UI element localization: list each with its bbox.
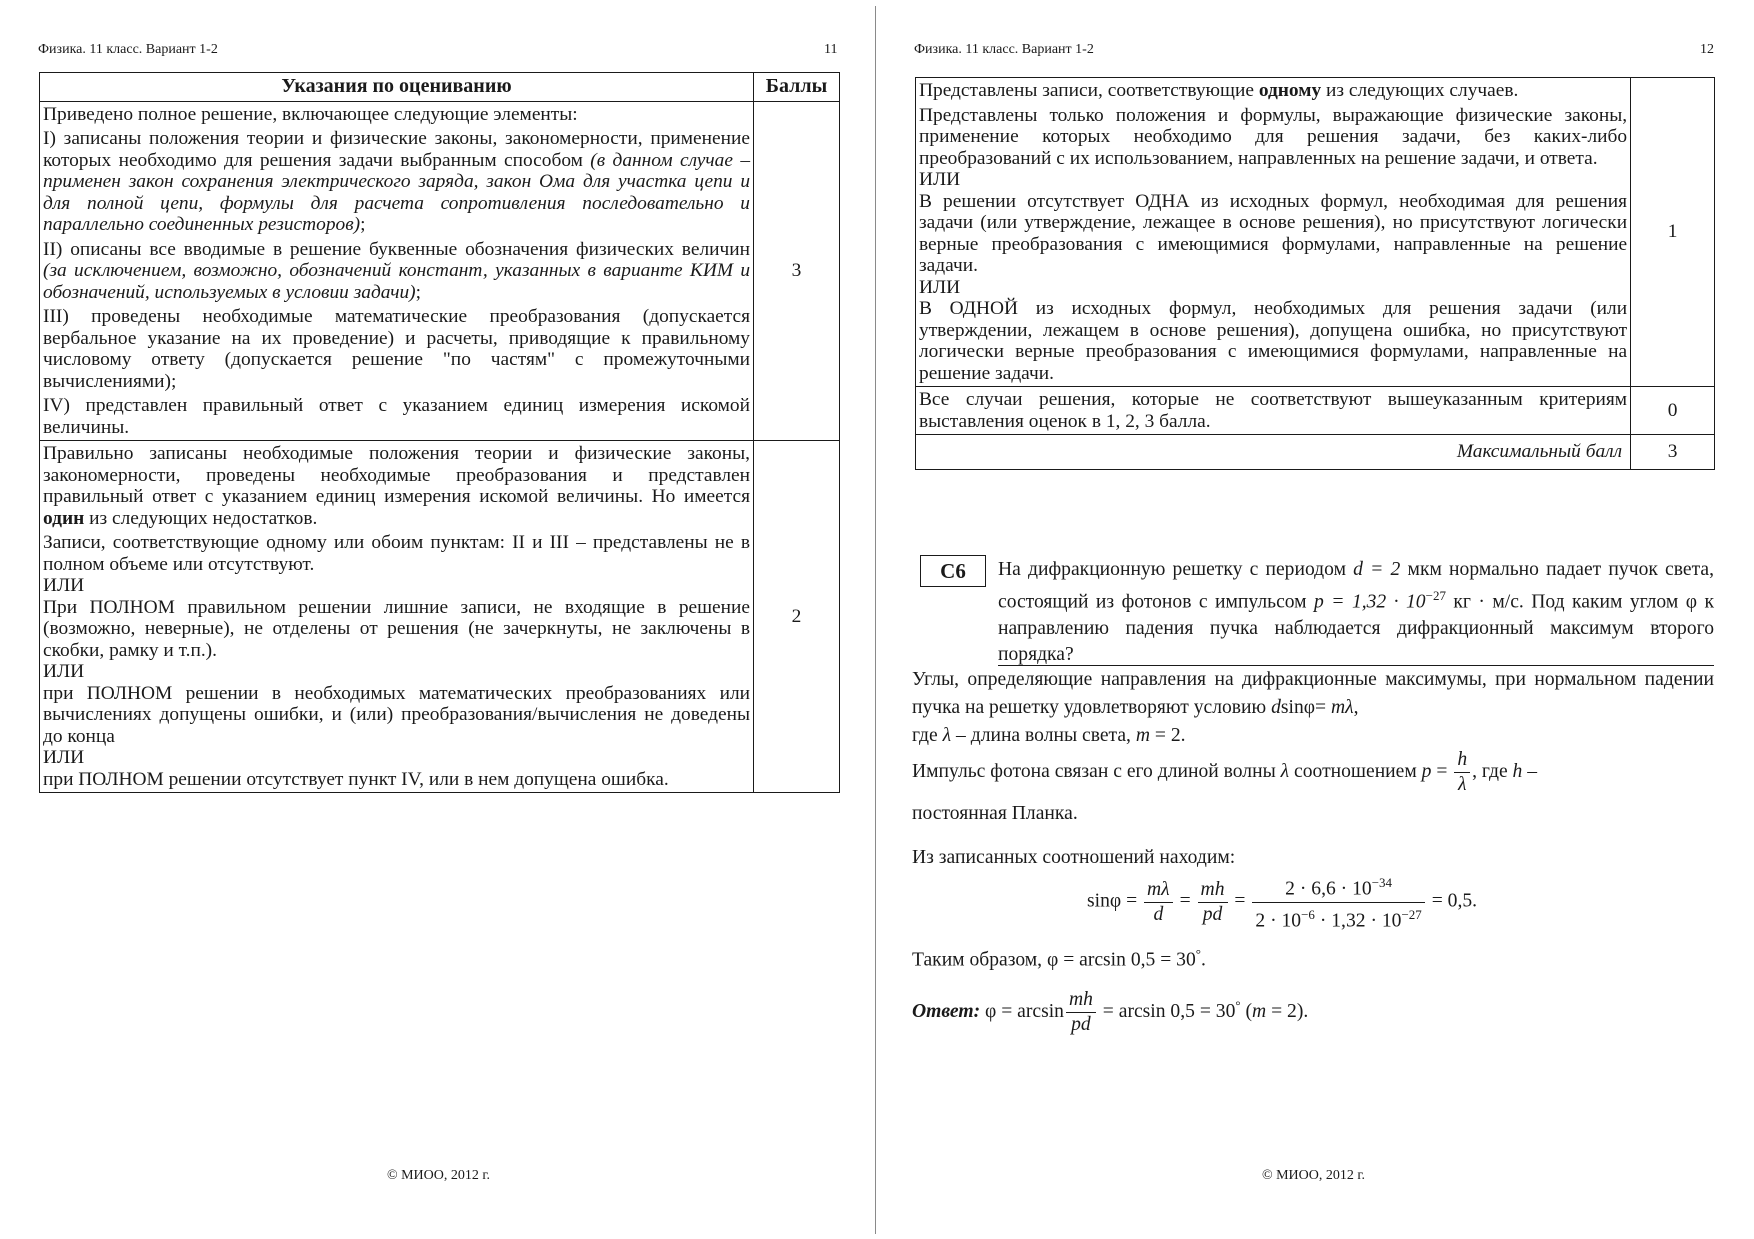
score-cell: 1 <box>1631 78 1715 387</box>
max-score-label-cell <box>916 435 1631 470</box>
task-statement: На дифракционную решетку с периодом d = 2 мкм нормально падает пучок света, состоящий из фотонов с импульсом $p = 1,32 \cdot 10^{-27}$ кг · м/с. Под каким углом φ к направлению падения пучка наблюдается дифракционный максимум второго порядка? <box>998 559 1714 665</box>
page-left <box>2 6 876 1234</box>
grading-table <box>39 72 840 793</box>
formula-sin-phi: sinφ = $\frac{m\lambda}{d}$ = $\frac{mh}{pd}$ = $\frac{2 \cdot 6,6 \cdot 10^{-34}}{2 \cdot 10^{-6} \cdot 1,32 \cdot 10^{-27}}$ = 0,5. <box>1087 871 1687 933</box>
page-footer: © МИОО, 2012 г. <box>1261 1168 1366 1183</box>
criteria-item-2: II) описаны все вводимые в решение буквенные обозначения физических величин (за исключением, возможно, обозначений констант, указанных в варианте КИМ и обозначений, используемых в условии задачи); <box>43 238 751 303</box>
solution-paragraph: Из записанных соотношений находим: <box>912 847 1236 868</box>
criteria-paragraph: Правильно записаны необходимые положения теории и физические законы, закономерности, проведены необходимые преобразования и представлен правильный ответ с указанием единиц измерения искомой величины. Но имеется один из следующих недостатков. <box>43 443 751 529</box>
criteria-cell <box>40 441 754 793</box>
or-label: ИЛИ <box>43 661 85 682</box>
criteria-paragraph: Все случаи решения, которые не соответствуют вышеуказанным критериям выставления оценок в 1, 2, 3 балла. <box>919 389 1628 432</box>
table-row <box>40 101 840 441</box>
table-row <box>916 78 1715 387</box>
criteria-intro: Приведено полное решение, включающее следующие элементы: <box>43 103 578 125</box>
max-score-label: Максимальный балл <box>1456 441 1623 462</box>
or-label: ИЛИ <box>43 575 85 596</box>
criteria-paragraph: Представлены только положения и формулы, выражающие физические законы, применение которых необходимо для решения задачи, без каких-либо преобразований с их использованием, направленных на решение задачи, и ответа. <box>919 104 1628 169</box>
solution-paragraph: постоянная Планка. <box>912 803 1078 824</box>
criteria-item-1: I) записаны положения теории и физические законы, закономерности, применение которых необходимо для решения задачи выбранным способом (в данном случае – применен закон сохранения электрического заряда, закон Ома для участка цепи и для полной цепи, формулы для расчета сопротивления последовательно и параллельно соединенных резисторов); <box>43 128 751 235</box>
page-number: 12 <box>1700 42 1714 57</box>
criteria-paragraph: При ПОЛНОМ правильном решении лишние записи, не входящие в решение (возможно, неверные), не отделены от решения (не зачеркнуты, не заключены в скобки, рамку и т.п.). <box>43 596 751 661</box>
score-cell: 3 <box>754 101 840 441</box>
criteria-cell <box>916 78 1631 387</box>
solution-paragraph: Таким образом, φ = arcsin 0,5 = 30°. <box>912 946 1206 971</box>
criteria-paragraph: при ПОЛНОМ решении отсутствует пункт IV, или в нем допущена ошибка. <box>43 768 669 790</box>
answer-line: Ответ: φ = arcsin $\frac{mh}{pd}$ = arcsin 0,5 = 30° (m = 2). <box>912 989 1309 1035</box>
fraction-h-over-lambda: $\frac{h}{\lambda}$ <box>1454 748 1470 797</box>
or-label: ИЛИ <box>43 747 85 768</box>
page-right <box>877 6 1750 1234</box>
column-header-score: Баллы <box>754 73 840 102</box>
max-score-cell: 3 <box>1631 435 1715 470</box>
task-label: С6 <box>920 555 986 587</box>
or-label: ИЛИ <box>919 169 961 190</box>
table-row <box>40 441 840 793</box>
page-header: Физика. 11 класс. Вариант 1-2 <box>914 42 1094 57</box>
criteria-cell <box>916 387 1631 435</box>
solution-paragraph: Импульс фотона связан с его длиной волны λ соотношением p = $\frac{h}{\lambda}$ , где h – <box>912 749 1538 795</box>
solution-paragraph: Углы, определяющие направления на дифракционные максимумы, при нормальном падении пучка на решетку удовлетворяют условию dsinφ= mλ, где λ – длина волны света, m = 2. <box>912 669 1714 746</box>
score-cell: 0 <box>1631 387 1715 435</box>
criteria-paragraph: Записи, соответствующие одному или обоим пунктам: II и III – представлены не в полном объеме или отсутствуют. <box>43 532 751 575</box>
table-header-row <box>40 73 840 102</box>
grading-table-continued <box>915 77 1715 470</box>
criteria-item-4: IV) представлен правильный ответ с указанием единиц измерения искомой величины. <box>43 395 751 438</box>
or-label: ИЛИ <box>919 276 961 298</box>
page-number: 11 <box>824 42 838 57</box>
criteria-cell <box>40 101 754 441</box>
table-row <box>916 387 1715 435</box>
criteria-paragraph: при ПОЛНОМ решении в необходимых математических преобразованиях или вычислениях допущены ошибки, и (или) преобразования/вычисления не доведены до конца <box>43 682 751 747</box>
page-footer: © МИОО, 2012 г. <box>386 1168 491 1183</box>
criteria-paragraph: Представлены записи, соответствующие одному из следующих случаев. <box>919 80 1519 101</box>
column-header-criteria: Указания по оцениванию <box>40 73 754 102</box>
answer-label: Ответ: <box>912 1001 981 1022</box>
table-row <box>916 435 1715 470</box>
criteria-paragraph: В решении отсутствует ОДНА из исходных формул, необходимая для решения задачи (или утверждение, лежащее в основе решения), но присутствуют логически верные преобразования с имеющимися формулами, направленные на решение задачи. <box>919 190 1628 276</box>
criteria-paragraph: В ОДНОЙ из исходных формул, необходимых для решения задачи (или утверждении, лежащем в основе решения), допущена ошибка, но присутствуют логически верные преобразования с имеющимися формулами, направленные на решение задачи. <box>919 298 1628 384</box>
criteria-item-3: III) проведены необходимые математические преобразования (допускается вербальное указание на их проведение) и расчеты, приводящие к правильному числовому ответу (допускается решение "по частям" с промежуточными вычислениями); <box>43 306 751 392</box>
score-cell: 2 <box>754 441 840 793</box>
page-header: Физика. 11 класс. Вариант 1-2 <box>38 42 218 57</box>
